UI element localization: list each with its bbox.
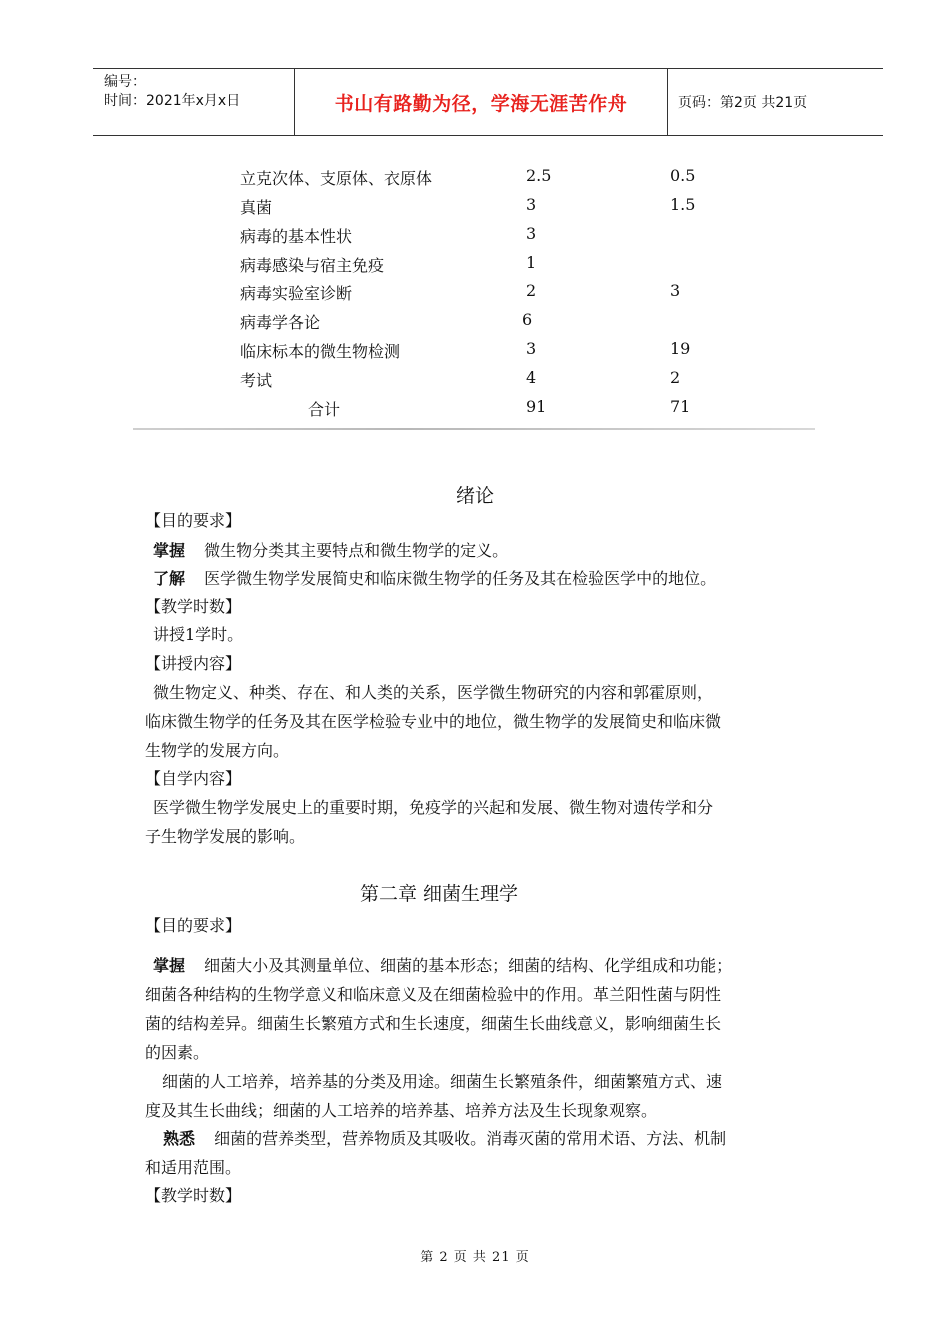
table-cell-lecture: 6 — [522, 310, 533, 329]
table-cell-lab: 71 — [670, 397, 691, 416]
header-page-label: 页码：第2页 共21页 — [678, 95, 808, 111]
table-cell-topic: 临床标本的微生物检测 — [240, 342, 401, 361]
intro-content-line: 临床微生物学的任务及其在医学检验专业中的地位，微生物学的发展简史和临床微 — [145, 712, 722, 731]
chapter2-culture-line: 度及其生长曲线；细菌的人工培养的培养基、培养方法及生长现象观察。 — [145, 1101, 658, 1120]
intro-hours-text: 讲授1学时。 — [153, 625, 244, 644]
intro-content-heading: 【讲授内容】 — [145, 654, 242, 673]
number-label: 编号： — [104, 74, 146, 90]
intro-self-heading: 【自学内容】 — [145, 769, 242, 788]
table-cell-topic: 立克次体、支原体、衣原体 — [240, 169, 433, 188]
master-text: 微生物分类其主要特点和微生物学的定义。 — [204, 541, 509, 560]
table-cell-lecture: 3 — [526, 195, 537, 214]
table-row — [0, 310, 950, 339]
table-row — [0, 368, 950, 397]
chapter2-master-line: 细菌各种结构的生物学意义和临床意义及在细菌检验中的作用。革兰阳性菌与阴性 — [145, 985, 722, 1004]
intro-self-line: 子生物学发展的影响。 — [145, 827, 306, 846]
header-motto: 书山有路勤为径，学海无涯苦作舟 — [295, 69, 668, 135]
chapter2-hours-heading: 【教学时数】 — [145, 1186, 242, 1205]
chapter2-goal-heading: 【目的要求】 — [145, 916, 242, 935]
table-row — [0, 166, 950, 195]
table-divider — [133, 428, 815, 430]
intro-content-line: 生物学的发展方向。 — [145, 741, 290, 760]
time-label: 时间：2021年x月x日 — [104, 93, 241, 109]
page-footer: 第 2 页 共 21 页 — [420, 1250, 530, 1265]
intro-master-line — [153, 541, 508, 561]
table-cell-lab: 19 — [670, 339, 691, 358]
table-row-total — [0, 397, 950, 426]
master-text: 细菌大小及其测量单位、细菌的基本形态；细菌的结构、化学组成和功能； — [204, 956, 733, 975]
chapter2-familiar-line: 和适用范围。 — [145, 1158, 242, 1177]
understand-label: 了解 — [153, 569, 186, 588]
table-cell-lab: 0.5 — [670, 166, 696, 185]
chapter2-master-line — [153, 956, 732, 976]
table-cell-topic: 病毒感染与宿主免疫 — [240, 256, 385, 275]
table-cell-lab: 2 — [670, 368, 681, 387]
table-row — [0, 281, 950, 310]
intro-goal-heading: 【目的要求】 — [145, 511, 242, 530]
master-label: 掌握 — [153, 956, 186, 975]
chapter2-master-line: 的因素。 — [145, 1043, 210, 1062]
master-label: 掌握 — [153, 541, 186, 560]
chapter2-title: 第二章 细菌生理学 — [359, 883, 519, 905]
table-cell-topic: 真菌 — [240, 198, 273, 217]
page-header — [93, 68, 883, 136]
chapter2-master-line: 菌的结构差异。细菌生长繁殖方式和生长速度，细菌生长曲线意义，影响细菌生长 — [145, 1014, 722, 1033]
table-cell-lecture: 3 — [526, 224, 537, 243]
table-cell-lecture: 2 — [526, 281, 537, 300]
table-cell-topic: 病毒学各论 — [240, 313, 321, 332]
table-cell-lecture: 3 — [526, 339, 537, 358]
chapter2-familiar-line — [163, 1129, 726, 1149]
intro-title: 绪论 — [455, 485, 494, 507]
table-row — [0, 253, 950, 282]
table-cell-lecture: 2.5 — [526, 166, 552, 185]
table-cell-lecture: 1 — [526, 253, 537, 272]
table-cell-lecture: 4 — [526, 368, 537, 387]
intro-understand-line — [153, 569, 716, 589]
table-cell-topic: 考试 — [240, 371, 273, 390]
table-cell-topic: 病毒的基本性状 — [240, 227, 353, 246]
header-info — [93, 69, 295, 135]
intro-hours-heading: 【教学时数】 — [145, 597, 242, 616]
intro-self-line: 医学微生物学发展史上的重要时期，免疫学的兴起和发展、微生物对遗传学和分 — [153, 798, 714, 817]
understand-text: 医学微生物学发展简史和临床微生物学的任务及其在检验医学中的地位。 — [204, 569, 717, 588]
table-row — [0, 339, 950, 368]
table-cell-lecture: 91 — [526, 397, 547, 416]
table-cell-lab: 3 — [670, 281, 681, 300]
familiar-label: 熟悉 — [163, 1129, 196, 1148]
intro-content-line: 微生物定义、种类、存在、和人类的关系，医学微生物研究的内容和郭霍原则， — [153, 683, 714, 702]
table-row — [0, 195, 950, 224]
table-row — [0, 224, 950, 253]
familiar-text: 细菌的营养类型，营养物质及其吸收。消毒灭菌的常用术语、方法、机制 — [214, 1129, 727, 1148]
table-cell-topic: 合计 — [308, 400, 341, 419]
table-cell-lab: 1.5 — [670, 195, 696, 214]
chapter2-culture-line: 细菌的人工培养，培养基的分类及用途。细菌生长繁殖条件，细菌繁殖方式、速 — [162, 1072, 723, 1091]
table-cell-topic: 病毒实验室诊断 — [240, 284, 353, 303]
